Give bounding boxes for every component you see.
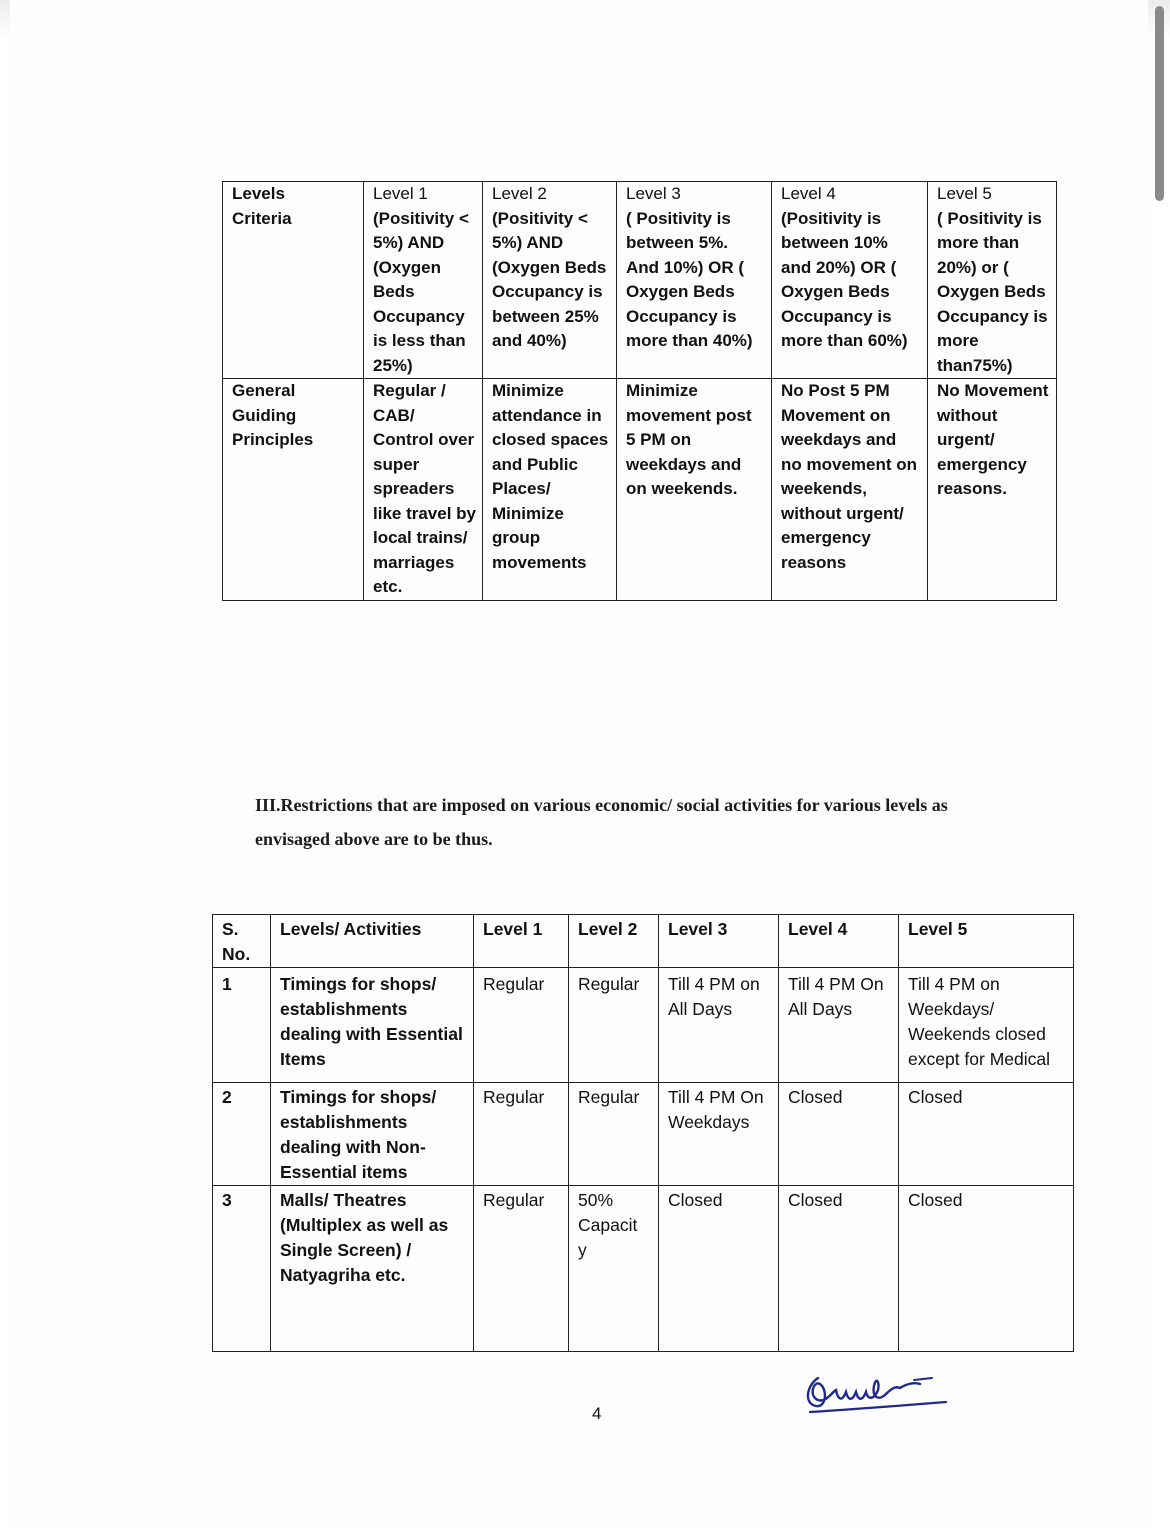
table-row	[213, 1083, 1074, 1186]
level-cell: Regular	[474, 1186, 569, 1352]
level-5-criteria	[928, 182, 1057, 379]
principle-cell: Minimize movement post 5 PM on weekdays and on weekends.	[617, 379, 772, 601]
scrollbar[interactable]	[1155, 6, 1164, 201]
principle-cell: Minimize attendance in closed spaces and Public Places/ Minimize group movements	[483, 379, 617, 601]
level-cell: Regular	[569, 968, 659, 1083]
level-cell: Till 4 PM on Weekdays/ Weekends closed except for Medical	[899, 968, 1074, 1083]
levels-criteria-table	[222, 181, 1057, 601]
levels-criteria-header	[223, 182, 364, 379]
activity-cell: Timings for shops/ establishments dealing with Essential Items	[271, 968, 474, 1083]
level-cell: Closed	[779, 1186, 899, 1352]
column-header: S. No.	[213, 915, 271, 968]
section-text: Restrictions that are imposed on various economic/ social activities for various levels as envisaged above are to be thus.	[255, 795, 948, 849]
table-row	[213, 1186, 1074, 1352]
principles-label: General Guiding Principles	[223, 379, 364, 601]
section-number: III.	[255, 795, 281, 815]
criteria-text: ( Positivity is between 5%. And 10%) OR ( Oxygen Beds Occupancy is more than 40%)	[626, 208, 753, 350]
row-number: 3	[213, 1186, 271, 1352]
criteria-text: (Positivity is between 10% and 20%) OR ( Oxygen Beds Occupancy is more than 60%)	[781, 208, 908, 350]
column-header: Levels/ Activities	[271, 915, 474, 968]
levels-label: Levels	[232, 184, 285, 203]
level-header: Level 4	[781, 184, 836, 203]
activity-cell: Malls/ Theatres (Multiplex as well as Single Screen) / Natyagriha etc.	[271, 1186, 474, 1352]
level-2-criteria	[483, 182, 617, 379]
column-header: Level 1	[474, 915, 569, 968]
level-cell: Regular	[474, 968, 569, 1083]
level-cell: Regular	[569, 1083, 659, 1186]
level-cell: Till 4 PM on All Days	[659, 968, 779, 1083]
row-number: 2	[213, 1083, 271, 1186]
level-cell: 50% Capacit y	[569, 1186, 659, 1352]
criteria-label: Criteria	[232, 208, 292, 228]
row-number: 1	[213, 968, 271, 1083]
criteria-text: (Positivity < 5%) AND (Oxygen Beds Occupancy is between 25% and 40%)	[492, 208, 607, 350]
signature-icon	[796, 1356, 966, 1426]
table-row	[223, 379, 1057, 601]
level-cell: Till 4 PM On All Days	[779, 968, 899, 1083]
table-row	[213, 968, 1074, 1083]
level-cell: Closed	[659, 1186, 779, 1352]
principle-cell: No Movement without urgent/ emergency reasons.	[928, 379, 1057, 601]
column-header: Level 2	[569, 915, 659, 968]
level-header: Level 3	[626, 184, 681, 203]
level-header: Level 5	[937, 184, 992, 203]
level-header: Level 2	[492, 184, 547, 203]
section-heading	[255, 788, 1015, 856]
column-header: Level 4	[779, 915, 899, 968]
level-cell: Regular	[474, 1083, 569, 1186]
level-cell: Till 4 PM On Weekdays	[659, 1083, 779, 1186]
level-cell: Closed	[899, 1083, 1074, 1186]
table-row	[223, 182, 1057, 379]
level-cell: Closed	[899, 1186, 1074, 1352]
level-3-criteria	[617, 182, 772, 379]
page-number: 4	[592, 1404, 602, 1423]
level-1-criteria	[364, 182, 483, 379]
activity-cell: Timings for shops/ establishments dealing with Non-Essential items	[271, 1083, 474, 1186]
level-4-criteria	[772, 182, 928, 379]
column-header: Level 5	[899, 915, 1074, 968]
level-header: Level 1	[373, 184, 428, 203]
principle-cell: Regular / CAB/ Control over super spreaders like travel by local trains/ marriages etc.	[364, 379, 483, 601]
column-header: Level 3	[659, 915, 779, 968]
principle-cell: No Post 5 PM Movement on weekdays and no movement on weekends, without urgent/ emergency reasons	[772, 379, 928, 601]
criteria-text: ( Positivity is more than 20%) or ( Oxygen Beds Occupancy is more than75%)	[937, 208, 1048, 375]
level-cell: Closed	[779, 1083, 899, 1186]
restrictions-table	[212, 914, 1074, 1352]
criteria-text: (Positivity < 5%) AND (Oxygen Beds Occupancy is less than 25%)	[373, 208, 469, 375]
table-header-row	[213, 915, 1074, 968]
